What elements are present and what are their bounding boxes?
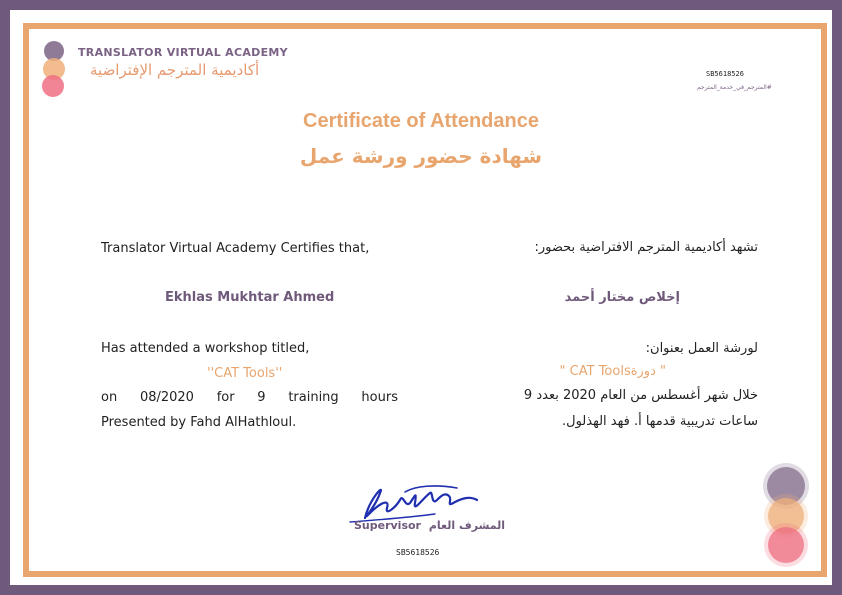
certifies-text-arabic: تشهد أكاديمية المترجم الافتراضية بحضور: (534, 240, 758, 255)
recipient-name-arabic: إخلاص مختار أحمد (564, 290, 680, 305)
logo-name-arabic: أكاديمية المترجم الإفتراضية (90, 61, 260, 79)
word: 9 (257, 390, 266, 405)
decor-dot-pink (768, 527, 804, 563)
presenter-text-english: Presented by Fahd AlHathloul. (101, 415, 297, 430)
recipient-name-english: Ekhlas Mukhtar Ahmed (165, 290, 335, 305)
supervisor-label-arabic: المشرف العام (428, 519, 506, 532)
attended-text-arabic: لورشة العمل بعنوان: (645, 341, 758, 356)
word: hours (361, 390, 398, 405)
hashtag: #المترجم_في_خدمة_المترجم (697, 84, 772, 91)
certificate-code-bottom: SB5618526 (396, 548, 440, 557)
logo-dot-pink (42, 75, 64, 97)
word: 08/2020 (139, 390, 194, 405)
attended-text-english: Has attended a workshop titled, (101, 341, 310, 356)
date-hours-line-arabic: خلال شهر أغسطس من العام 2020 بعدد 9 (523, 388, 758, 403)
word: training (288, 390, 339, 405)
certificate-code-top: SB5618526 (706, 70, 744, 78)
title-arabic: شهادة حضور ورشة عمل (299, 144, 543, 168)
word: on (101, 390, 118, 405)
supervisor-label (354, 519, 505, 532)
certifies-text-english: Translator Virtual Academy Certifies that, (101, 241, 370, 256)
title-english: Certificate of Attendance (303, 110, 539, 132)
workshop-title-english: ''CAT Tools'' (207, 366, 283, 381)
presenter-text-arabic: ساعات تدريبية قدمها أ. فهد الهذلول. (562, 414, 758, 429)
logo-name-english: TRANSLATOR VIRTUAL ACADEMY (78, 46, 288, 59)
word: for (216, 390, 235, 405)
workshop-title-arabic: " دورةCAT Tools " (559, 364, 666, 379)
supervisor-label-english: Supervisor (354, 519, 421, 532)
date-hours-line-english (101, 390, 398, 405)
